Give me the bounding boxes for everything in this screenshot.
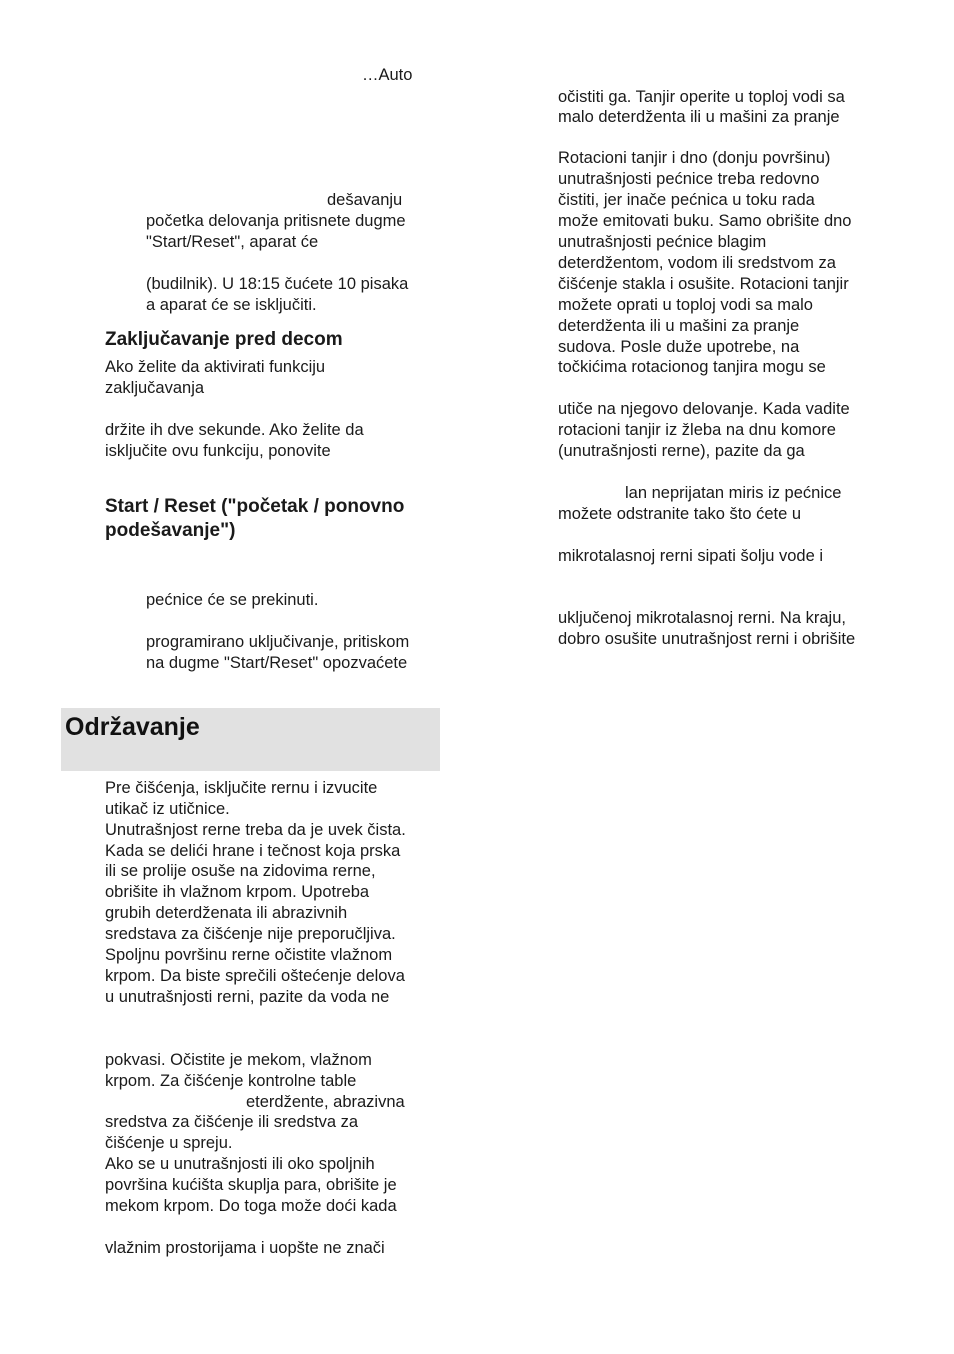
maintenance-line: krpom. Da biste sprečili oštećenje delova [105, 967, 405, 985]
maintenance-line: krpom. Za čišćenje kontrolne table [105, 1072, 357, 1090]
right-column-line: može emitovati buku. Samo obrišite dno [558, 212, 852, 230]
child-lock-line: isključite ovu funkciju, ponovite [105, 442, 331, 460]
right-column-line: Rotacioni tanjir i dno (donju površinu) [558, 149, 831, 167]
right-column-line: uključenoj mikrotalasnoj rerni. Na kraju, [558, 609, 846, 627]
child-lock-heading: Zaključavanje pred decom [105, 329, 343, 350]
right-column-line: sudova. Posle duže upotrebe, na [558, 338, 800, 356]
maintenance-line: Ako se u unutrašnjosti ili oko spoljnih [105, 1155, 375, 1173]
right-column-line: možete oprati u toploj vodi sa malo [558, 296, 813, 314]
child-lock-line: držite ih dve sekunde. Ako želite da [105, 421, 364, 439]
maintenance-line: Spoljnu površinu rerne očistite vlažnom [105, 946, 393, 964]
start-reset-heading: Start / Reset ("početak / ponovno [105, 496, 405, 517]
maintenance-line: utikač iz utičnice. [105, 800, 230, 818]
right-column-line: rotacioni tanjir iz žleba na dnu komore [558, 421, 836, 439]
maintenance-line: grubih deterdženata ili abrazivnih [105, 904, 348, 922]
maintenance-line: eterdžente, abrazivna [246, 1093, 405, 1111]
right-column-line: lan neprijatan miris iz pećnice [625, 484, 842, 502]
right-column-line: očistiti ga. Tanjir operite u toploj vodi sa [558, 88, 845, 106]
timer-line: a aparat će se isključiti. [146, 296, 317, 314]
maintenance-line: površina kućišta skuplja para, obrišite je [105, 1176, 397, 1194]
child-lock-line: Ako želite da aktivirati funkciju [105, 358, 326, 376]
right-column-line: točkićima rotacionog tanjira mogu se [558, 358, 826, 376]
maintenance-line: ili se prolije osuše na zidovima rerne, [105, 862, 376, 880]
right-column-line: malo deterdženta ili u mašini za pranje [558, 108, 840, 126]
auto-fragment: …Auto [362, 66, 413, 84]
maintenance-line: pokvasi. Očistite je mekom, vlažnom [105, 1051, 372, 1069]
right-column-line: deterdženta ili u mašini za pranje [558, 317, 800, 335]
timer-line: početka delovanja pritisnete dugme [146, 212, 406, 230]
maintenance-line: u unutrašnjosti rerni, pazite da voda ne [105, 988, 390, 1006]
maintenance-line: mekom krpom. Do toga može doći kada [105, 1197, 397, 1215]
maintenance-section-header [61, 708, 440, 771]
right-column-line: možete odstranite tako što ćete u [558, 505, 802, 523]
maintenance-line: čišćenje u spreju. [105, 1134, 233, 1152]
maintenance-line: obrišite ih vlažnom krpom. Upotreba [105, 883, 370, 901]
maintenance-title: Održavanje [65, 713, 200, 741]
maintenance-line: sredstva za čišćenje ili sredstva za [105, 1113, 359, 1131]
start-reset-line: pećnice će se prekinuti. [146, 591, 319, 609]
timer-line: (budilnik). U 18:15 čućete 10 pisaka [146, 275, 409, 293]
maintenance-line: Kada se delići hrane i tečnost koja prska [105, 842, 401, 860]
right-column-line: (unutrašnjosti rerne), pazite da ga [558, 442, 805, 460]
right-column-line: čišćenje stakla i osušite. Rotacioni tanjir [558, 275, 849, 293]
maintenance-line: Unutrašnjost rerne treba da je uvek čista. [105, 821, 406, 839]
right-column-line: utiče na njegovo delovanje. Kada vadite [558, 400, 850, 418]
right-column-line: čistiti, jer inače pećnica u toku rada [558, 191, 815, 209]
maintenance-line: Pre čišćenja, isključite rernu i izvucite [105, 779, 378, 797]
child-lock-line: zaključavanja [105, 379, 205, 397]
right-column-line: dobro osušite unutrašnjost rerni i obrišite [558, 630, 856, 648]
right-column-line: deterdžentom, vodom ili sredstvom za [558, 254, 836, 272]
right-column-line: unutrašnjosti pećnice treba redovno [558, 170, 820, 188]
start-reset-line: programirano uključivanje, pritiskom [146, 633, 410, 651]
right-column-line: unutrašnjosti pećnice blagim [558, 233, 767, 251]
right-column-line: mikrotalasnoj rerni sipati šolju vode i [558, 547, 824, 565]
timer-line: dešavanju [327, 191, 403, 209]
start-reset-line: na dugme "Start/Reset" opozvaćete [146, 654, 408, 672]
start-reset-heading: podešavanje") [105, 520, 236, 541]
timer-line: "Start/Reset", aparat će [146, 233, 319, 251]
maintenance-line: vlažnim prostorijama i uopšte ne znači [105, 1239, 385, 1257]
maintenance-line: sredstava za čišćenje nije preporučljiva. [105, 925, 396, 943]
